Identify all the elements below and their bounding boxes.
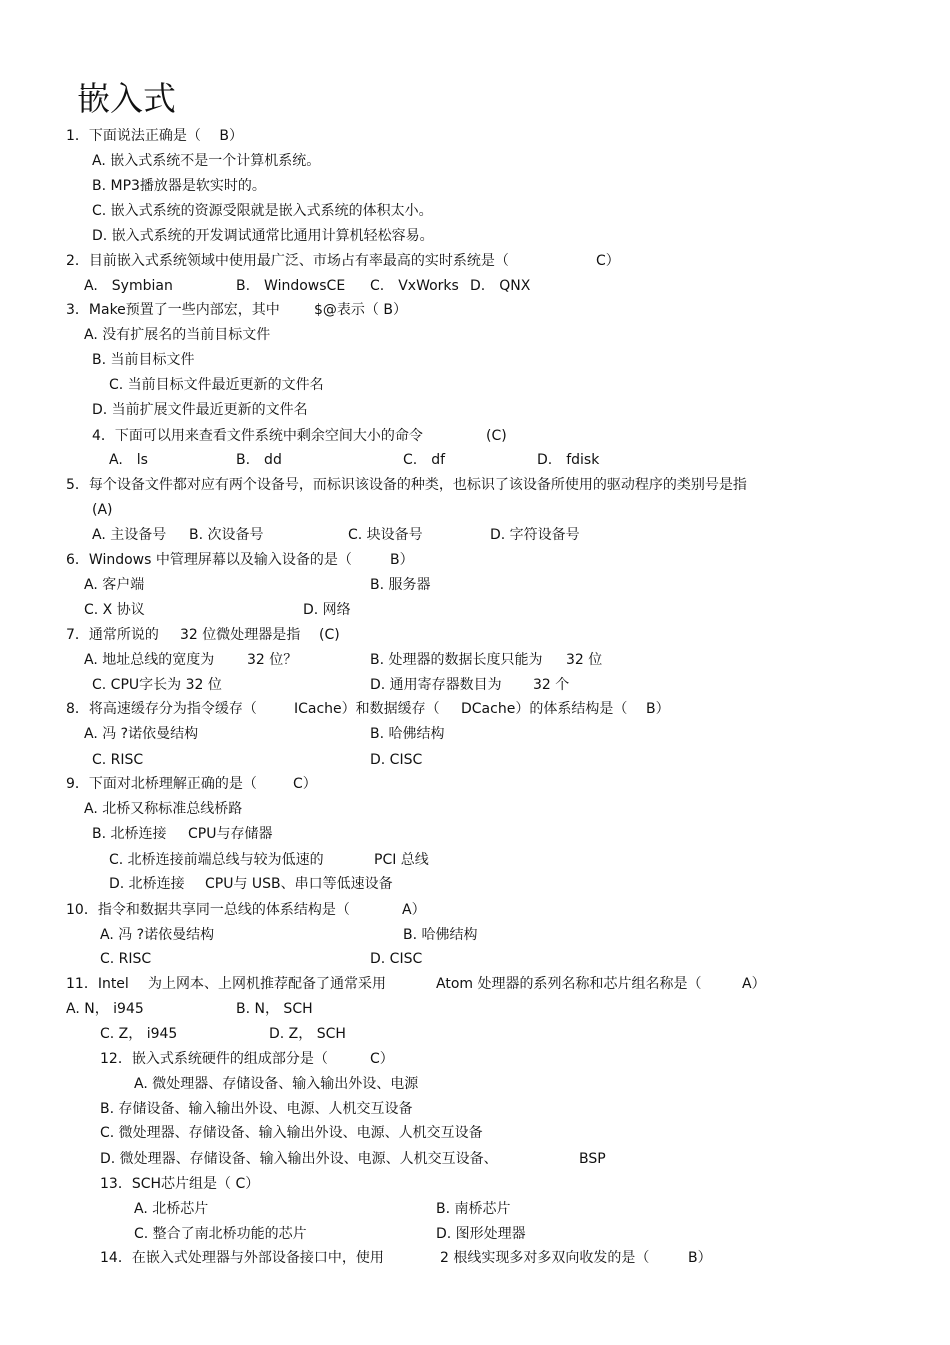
question-9-option-d-text: D. 北桥连接 xyxy=(109,876,185,892)
document-title: 嵌入式 xyxy=(77,79,176,118)
question-1-option-a: A. 嵌入式系统不是一个计算机系统。 xyxy=(92,153,321,169)
question-10-text: 10．指令和数据共享同一总线的体系结构是（ xyxy=(66,902,350,918)
question-9-option-c-text-2: PCI 总线 xyxy=(374,852,429,868)
question-7-option-a-text: A. 地址总线的宽度为 xyxy=(84,652,215,668)
question-6-option-c: C. X 协议 xyxy=(84,602,145,618)
question-8-option-c: C. RISC xyxy=(92,752,144,768)
question-1-option-c: C. 嵌入式系统的资源受限就是嵌入式系统的体积太小。 xyxy=(92,203,433,219)
question-13-option-a: A. 北桥芯片 xyxy=(134,1201,209,1217)
question-6-answer: B） xyxy=(390,552,414,568)
question-2-text: 2．目前嵌入式系统领域中使用最广泛、市场占有率最高的实时系统是（ xyxy=(66,253,509,269)
question-9-option-c-text: C. 北桥连接前端总线与较为低速的 xyxy=(109,852,324,868)
question-13-option-c: C. 整合了南北桥功能的芯片 xyxy=(134,1226,307,1242)
question-8-text-3: DCache）的体系结构是（ xyxy=(461,701,628,717)
question-4-option-d: D. fdisk xyxy=(537,452,600,468)
question-14-answer: B） xyxy=(688,1250,712,1266)
question-11-text-2: 为上网本、上网机推荐配备了通常采用 xyxy=(148,976,386,992)
question-8-text: 8．将高速缓存分为指令缓存（ xyxy=(66,701,257,717)
question-4-text: 4．下面可以用来查看文件系统中剩余空间大小的命令 xyxy=(92,428,423,444)
question-7-answer: (C) xyxy=(319,627,340,643)
question-8-option-a: A. 冯 ?诺依曼结构 xyxy=(84,726,199,742)
question-7-option-c: C. CPU字长为 32 位 xyxy=(92,677,222,693)
question-11-text-3: Atom 处理器的系列名称和芯片组名称是（ xyxy=(436,976,702,992)
question-7-option-a-value: 32 位？ xyxy=(247,652,298,668)
question-5-option-b: B. 次设备号 xyxy=(189,527,264,543)
question-10-answer: A） xyxy=(402,902,426,918)
question-2-option-c: C. VxWorks xyxy=(370,278,459,294)
question-10-option-c: C. RISC xyxy=(100,951,152,967)
question-12-option-b: B. 存储设备、输入输出外设、电源、人机交互设备 xyxy=(100,1101,413,1117)
question-11-option-d: D. Z， SCH xyxy=(269,1026,346,1042)
question-10-option-a: A. 冯 ?诺依曼结构 xyxy=(100,927,215,943)
question-2-option-d: D. QNX xyxy=(470,278,531,294)
question-14-text: 14．在嵌入式处理器与外部设备接口中，使用 xyxy=(100,1250,384,1266)
question-14-text-2: 2 根线实现多对多双向收发的是（ xyxy=(440,1250,650,1266)
question-3-option-b: B. 当前目标文件 xyxy=(92,352,195,368)
question-11-answer: A） xyxy=(742,976,766,992)
question-3-text-2: $@表示（ B） xyxy=(314,302,407,318)
question-13-option-d: D. 图形处理器 xyxy=(436,1226,526,1242)
question-6-option-b: B. 服务器 xyxy=(370,577,431,593)
question-3-option-d: D. 当前扩展文件最近更新的文件名 xyxy=(92,402,308,418)
question-10-option-b: B. 哈佛结构 xyxy=(403,927,478,943)
question-7-option-d-value: 32 个 xyxy=(533,677,570,693)
question-2-option-b: B. WindowsCE xyxy=(236,278,346,294)
question-9-option-a: A. 北桥又称标准总线桥路 xyxy=(84,801,243,817)
question-1-option-b: B. MP3播放器是软实时的。 xyxy=(92,178,266,194)
question-4-option-a: A. ls xyxy=(109,452,148,468)
question-12-answer: C） xyxy=(370,1051,394,1067)
question-12-option-c: C. 微处理器、存储设备、输入输出外设、电源、人机交互设备 xyxy=(100,1125,483,1141)
question-2-option-a: A. Symbian xyxy=(84,278,173,294)
question-4-option-b: B. dd xyxy=(236,452,282,468)
question-5-option-a: A. 主设备号 xyxy=(92,527,167,543)
question-6-text: 6．Windows 中管理屏幕以及输入设备的是（ xyxy=(66,552,352,568)
question-11-option-a: A. N， i945 xyxy=(66,1001,144,1017)
question-8-answer: B） xyxy=(646,701,670,717)
question-7-option-b-value: 32 位 xyxy=(566,652,603,668)
question-12-option-a: A. 微处理器、存储设备、输入输出外设、电源 xyxy=(134,1076,419,1092)
question-8-option-d: D. CISC xyxy=(370,752,423,768)
question-12-option-d-text: D. 微处理器、存储设备、输入输出外设、电源、人机交互设备、 xyxy=(100,1151,498,1167)
question-7-option-d-text: D. 通用寄存器数目为 xyxy=(370,677,502,693)
question-12-text: 12．嵌入式系统硬件的组成部分是（ xyxy=(100,1051,328,1067)
question-13-option-b: B. 南桥芯片 xyxy=(436,1201,511,1217)
question-3-text: 3．Make预置了一些内部宏，其中 xyxy=(66,302,280,318)
question-11-text: 11．Intel xyxy=(66,976,129,992)
question-10-option-d: D. CISC xyxy=(370,951,423,967)
question-2-answer: C） xyxy=(596,253,620,269)
question-3-option-c: C. 当前目标文件最近更新的文件名 xyxy=(109,377,324,393)
question-3-option-a: A. 没有扩展名的当前目标文件 xyxy=(84,327,271,343)
question-5-answer: (A) xyxy=(92,502,113,518)
question-9-option-b-text: B. 北桥连接 xyxy=(92,826,167,842)
question-7-option-b-text: B. 处理器的数据长度只能为 xyxy=(370,652,543,668)
question-12-option-d-text-2: BSP xyxy=(579,1151,606,1167)
question-6-option-d: D. 网络 xyxy=(303,602,351,618)
question-9-option-b-text-2: CPU与存储器 xyxy=(188,826,273,842)
question-5-option-c: C. 块设备号 xyxy=(348,527,423,543)
question-1-stem: 1．下面说法正确是（ B） xyxy=(66,128,243,144)
question-8-option-b: B. 哈佛结构 xyxy=(370,726,445,742)
question-9-answer: C） xyxy=(293,776,317,792)
question-6-option-a: A. 客户端 xyxy=(84,577,145,593)
question-7-text: 7．通常所说的 xyxy=(66,627,159,643)
question-13-stem: 13．SCH芯片组是（ C） xyxy=(100,1176,260,1192)
question-11-option-c: C. Z， i945 xyxy=(100,1026,178,1042)
question-5-option-d: D. 字符设备号 xyxy=(490,527,580,543)
question-5-stem: 5．每个设备文件都对应有两个设备号，而标识该设备的种类，也标识了该设备所使用的驱动程序的类别号是指 xyxy=(66,477,747,493)
question-4-option-c: C. df xyxy=(403,452,446,468)
question-4-answer: (C) xyxy=(486,428,507,444)
question-9-text: 9．下面对北桥理解正确的是（ xyxy=(66,776,257,792)
question-11-option-b: B. N， SCH xyxy=(236,1001,313,1017)
question-7-text-2: 32 位微处理器是指 xyxy=(180,627,301,643)
question-9-option-d-text-2: CPU与 USB、串口等低速设备 xyxy=(205,876,393,892)
question-8-text-2: ICache）和数据缓存（ xyxy=(294,701,440,717)
question-1-option-d: D. 嵌入式系统的开发调试通常比通用计算机轻松容易。 xyxy=(92,228,434,244)
